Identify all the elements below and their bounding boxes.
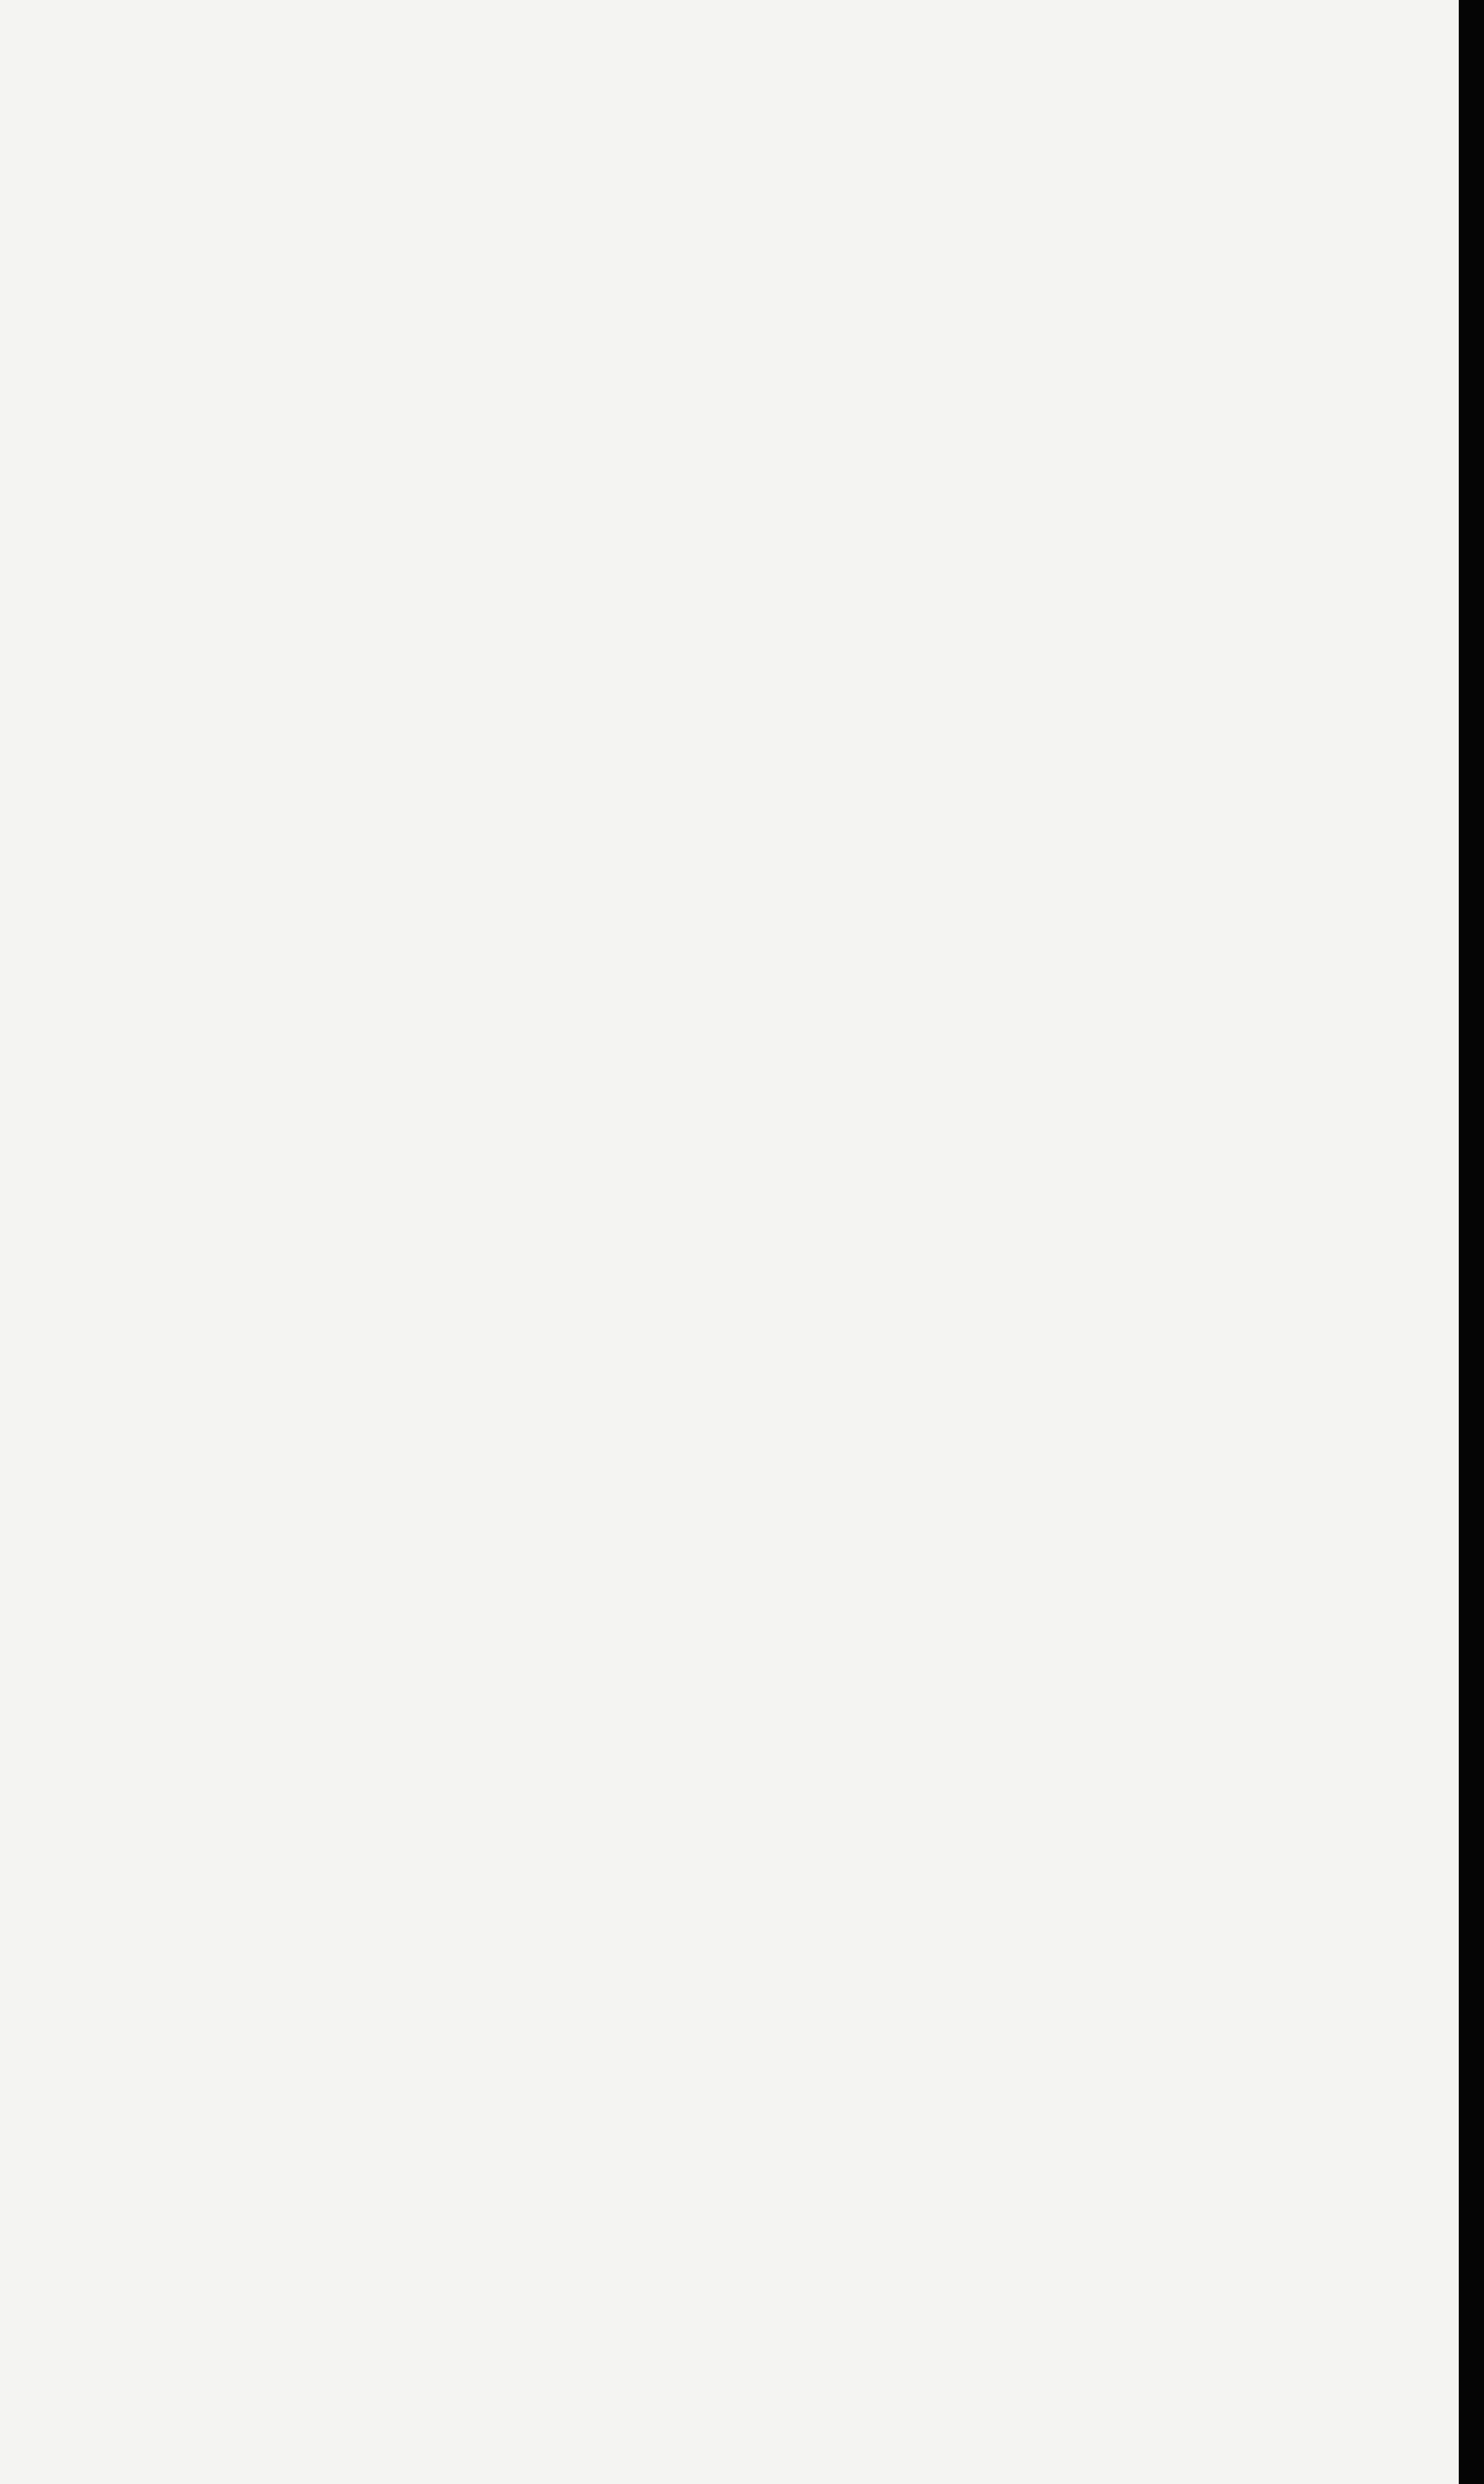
page-header	[248, 161, 1295, 215]
book-page	[248, 161, 1295, 267]
scan-dark-edge	[1459, 0, 1484, 2484]
